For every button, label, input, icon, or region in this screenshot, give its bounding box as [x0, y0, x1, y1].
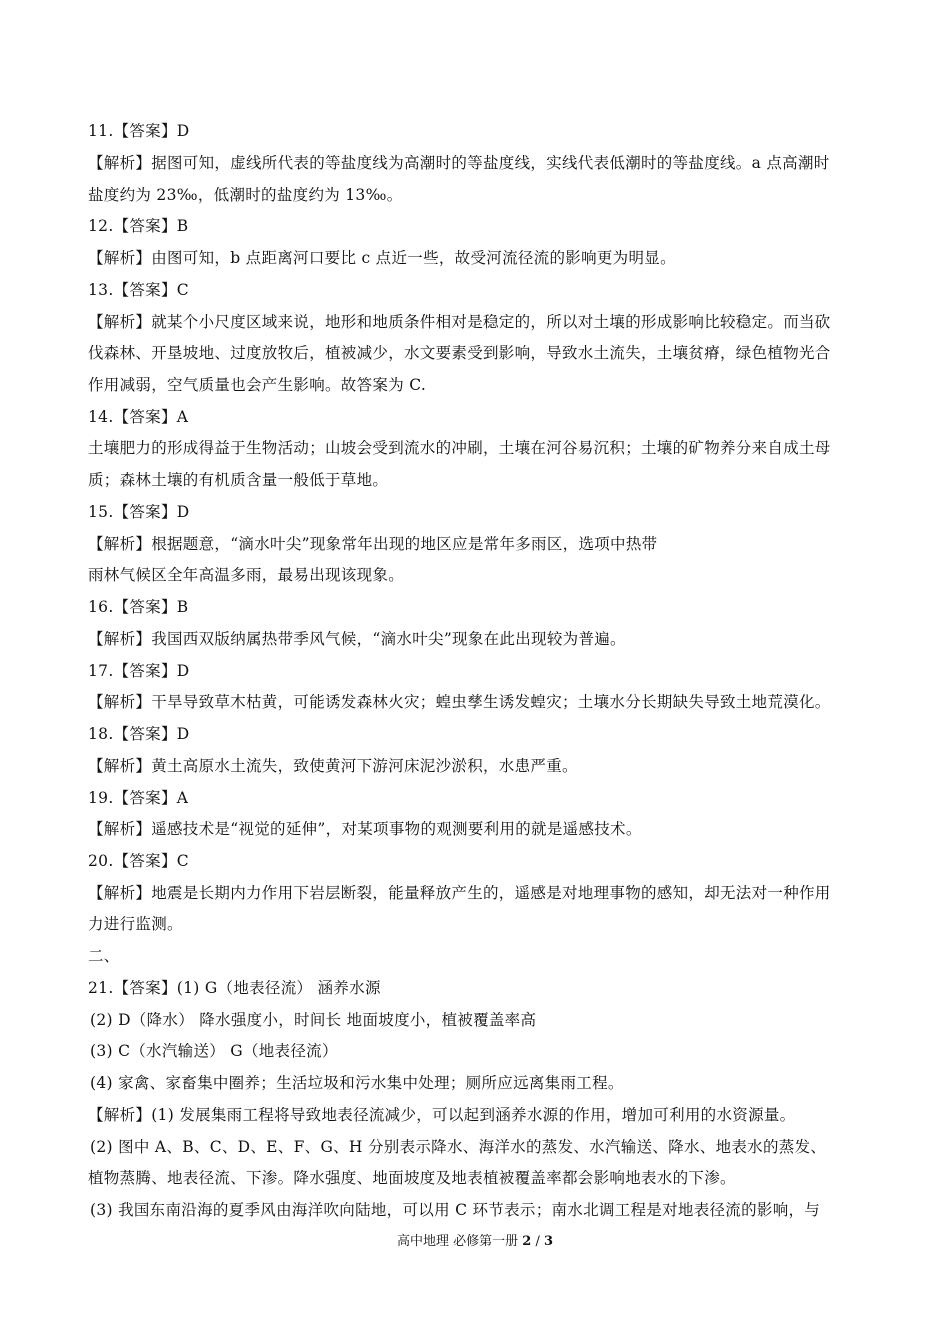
explanation-17: 【解析】干旱导致草木枯黄，可能诱发森林火灾；蝗虫孳生诱发蝗灾；土壤水分长期缺失导致土地荒漠化。 — [88, 693, 831, 711]
answer-21-part-4: (4) 家禽、家畜集中圈养；生活垃圾和污水集中处理；厕所应远离集雨工程。 — [90, 1074, 624, 1092]
answer-12: 12.【答案】B — [88, 217, 189, 235]
explanation-21-part-2-line-1: (2) 图中 A、B、C、D、E、F、G、H 分别表示降水、海洋水的蒸发、水汽输送、降水、地表水的蒸发、 — [90, 1138, 827, 1156]
explanation-13-line-3: 作用减弱，空气质量也会产生影响。故答案为 C. — [88, 376, 427, 394]
explanation-18: 【解析】黄土高原水土流失，致使黄河下游河床泥沙淤积，水患严重。 — [88, 757, 578, 775]
explanation-21-part-1: 【解析】(1) 发展集雨工程将导致地表径流减少，可以起到涵养水源的作用，增加可利用的水资源量。 — [88, 1106, 796, 1124]
answer-21-part-2: (2) D（降水） 降水强度小，时间长 地面坡度小，植被覆盖率高 — [90, 1011, 537, 1029]
footer-page-number: 2 — [522, 1234, 532, 1249]
explanation-21-part-2-line-2: 植物蒸腾、地表径流、下渗。降水强度、地面坡度及地表植被覆盖率都会影响地表水的下渗。 — [88, 1169, 736, 1187]
answer-13: 13.【答案】C — [88, 281, 189, 299]
answer-14: 14.【答案】A — [88, 408, 189, 426]
answer-18: 18.【答案】D — [88, 725, 190, 743]
explanation-13-line-2: 伐森林、开垦坡地、过度放牧后，植被减少，水文要素受到影响，导致水土流失，土壤贫瘠，绿色植物光合 — [88, 344, 831, 362]
footer-book-title: 高中地理 必修第一册 — [396, 1234, 519, 1249]
explanation-20-line-1: 【解析】地震是长期内力作用下岩层断裂，能量释放产生的，遥感是对地理事物的感知，却无法对一种作用 — [88, 884, 831, 902]
footer-total-pages: 3 — [543, 1234, 554, 1249]
explanation-11-line-2: 盐度约为 23‰，低潮时的盐度约为 13‰。 — [88, 186, 403, 204]
answer-15: 15.【答案】D — [88, 503, 190, 521]
answer-21-part-3: (3) C（水汽输送） G（地表径流） — [90, 1042, 338, 1060]
footer-separator: / — [535, 1234, 540, 1249]
explanation-21-part-3: (3) 我国东南沿海的夏季风由海洋吹向陆地，可以用 C 环节表示；南水北调工程是对地表径流的影响，与 — [90, 1201, 821, 1219]
explanation-19: 【解析】遥感技术是“视觉的延伸”，对某项事物的观测要利用的就是遥感技术。 — [88, 820, 642, 838]
explanation-11-line-1: 【解析】据图可知，虚线所代表的等盐度线为高潮时的等盐度线，实线代表低潮时的等盐度线。a 点高潮时 — [88, 154, 830, 172]
explanation-13-line-1: 【解析】就某个小尺度区域来说，地形和地质条件相对是稳定的，所以对土壤的形成影响比较稳定。而当砍 — [88, 313, 831, 331]
answer-21-part-1: 21.【答案】(1) G（地表径流） 涵养水源 — [88, 979, 381, 997]
answer-16: 16.【答案】B — [88, 598, 189, 616]
section-two-heading: 二、 — [88, 947, 120, 965]
explanation-20-line-2: 力进行监测。 — [88, 915, 183, 933]
answer-20: 20.【答案】C — [88, 852, 189, 870]
explanation-14-line-2: 质；森林土壤的有机质含量一般低于草地。 — [88, 471, 389, 489]
explanation-14-line-1: 土壤肥力的形成得益于生物活动；山坡会受到流水的冲刷，土壤在河谷易沉积；土壤的矿物养分来自成土母 — [88, 439, 831, 457]
explanation-15-line-2: 雨林气候区全年高温多雨，最易出现该现象。 — [88, 566, 405, 584]
answer-19: 19.【答案】A — [88, 789, 189, 807]
explanation-16: 【解析】我国西双版纳属热带季风气候，“滴水叶尖”现象在此出现较为普遍。 — [88, 630, 626, 648]
explanation-12: 【解析】由图可知，b 点距离河口要比 c 点近一些，故受河流径流的影响更为明显。 — [88, 249, 676, 267]
explanation-15-line-1: 【解析】根据题意，“滴水叶尖”现象常年出现的地区应是常年多雨区，选项中热带 — [88, 535, 658, 553]
page-footer — [0, 1233, 950, 1251]
answer-11: 11.【答案】D — [88, 122, 190, 140]
answer-17: 17.【答案】D — [88, 662, 190, 680]
